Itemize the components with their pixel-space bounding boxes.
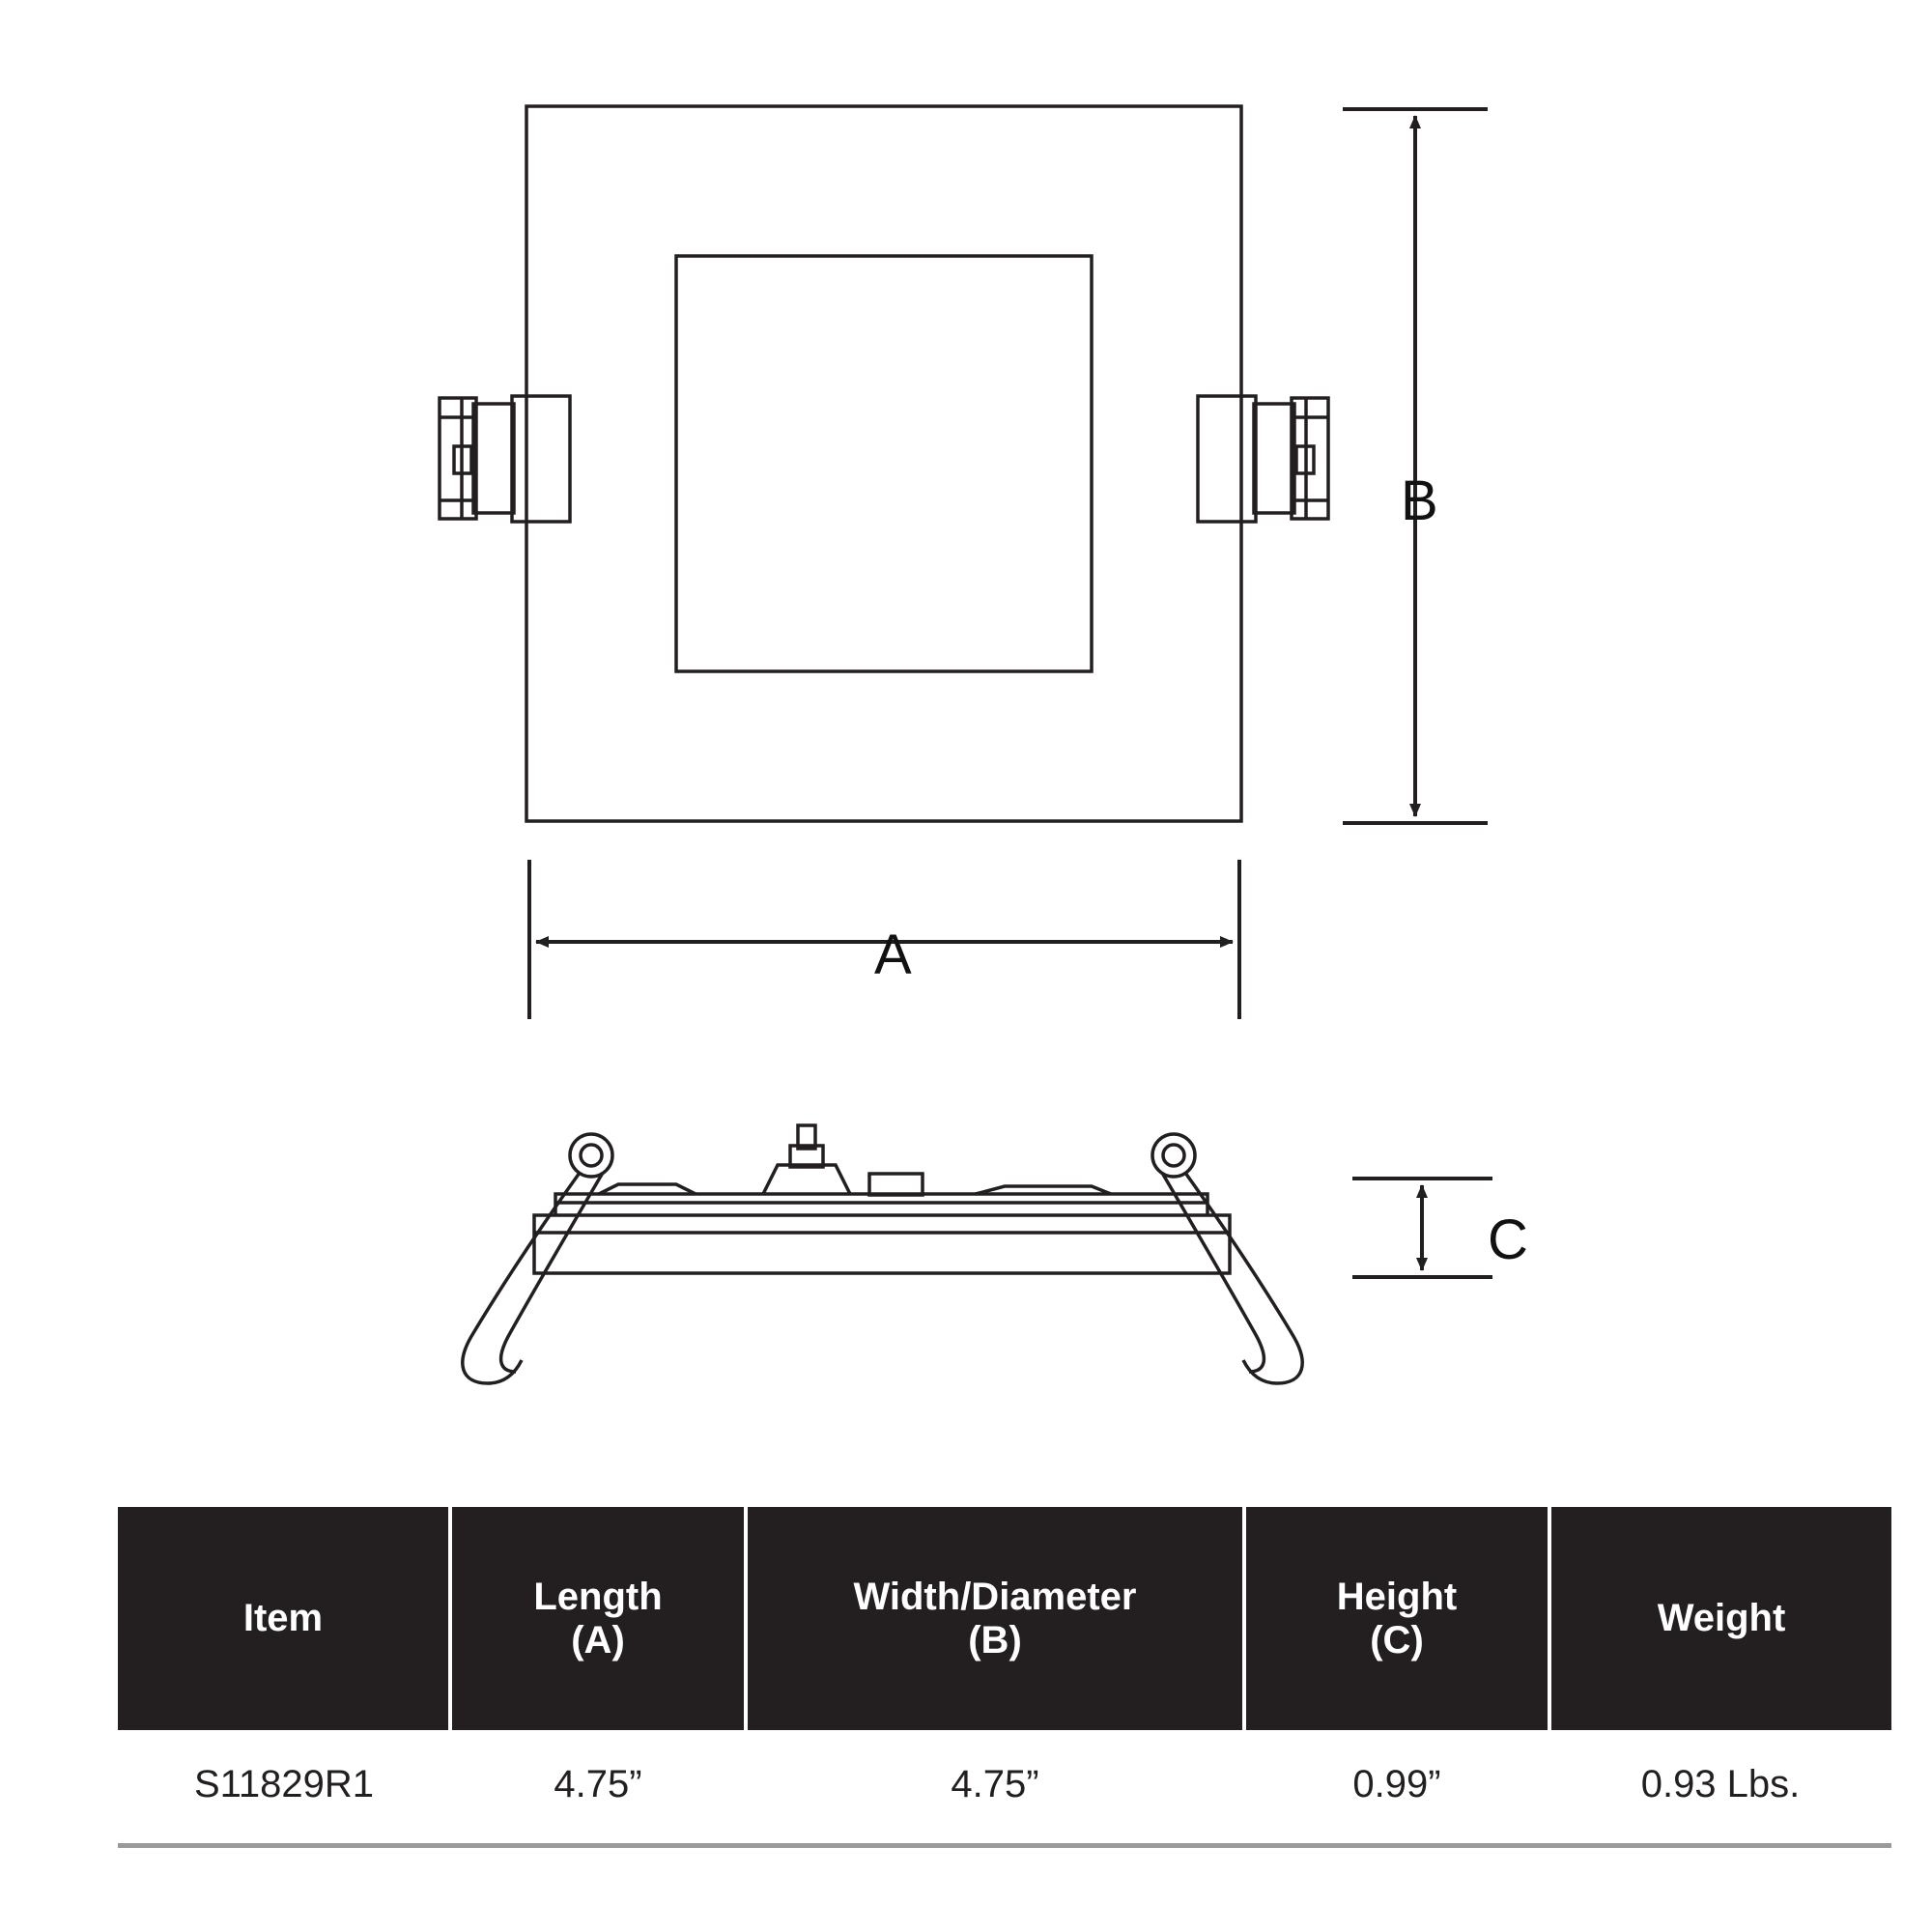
header-item xyxy=(118,1507,450,1730)
header-width-line2: (B) xyxy=(968,1618,1022,1662)
dimension-label-c: C xyxy=(1488,1208,1529,1271)
header-height-line1: Height xyxy=(1336,1575,1458,1618)
header-item-line1: Item xyxy=(242,1597,324,1640)
cell-item: S11829R1 xyxy=(118,1730,450,1846)
header-length-line2: (A) xyxy=(571,1618,625,1662)
right-mounting-clip xyxy=(1198,396,1328,522)
right-spring-clip xyxy=(1152,1134,1302,1383)
side-view-group xyxy=(463,1125,1302,1383)
cell-weight: 0.93 Lbs. xyxy=(1549,1730,1891,1846)
table-header-row xyxy=(118,1507,1891,1730)
top-view-group xyxy=(440,106,1328,821)
cell-width: 4.75” xyxy=(746,1730,1244,1846)
header-length-line1: Length xyxy=(533,1575,663,1618)
table-row xyxy=(118,1730,1891,1846)
left-mounting-clip xyxy=(440,396,570,522)
left-spring-clip xyxy=(463,1134,612,1383)
header-height-line2: (C) xyxy=(1370,1618,1424,1662)
header-height xyxy=(1244,1507,1549,1730)
header-weight xyxy=(1549,1507,1891,1730)
spec-table-body xyxy=(118,1730,1891,1846)
header-width-diameter xyxy=(746,1507,1244,1730)
header-width-line1: Width/Diameter xyxy=(853,1575,1137,1618)
dimension-label-a: A xyxy=(874,923,913,986)
cell-height: 0.99” xyxy=(1244,1730,1549,1846)
dimension-C xyxy=(1352,1179,1492,1277)
spec-table-wrapper xyxy=(118,1507,1818,1848)
header-weight-line1: Weight xyxy=(1657,1597,1786,1640)
dimension-label-b: B xyxy=(1401,469,1439,532)
dimension-B xyxy=(1343,109,1488,823)
trim-outer-square xyxy=(526,106,1241,821)
aperture-square xyxy=(676,256,1092,671)
spec-table xyxy=(118,1507,1891,1848)
header-length xyxy=(450,1507,746,1730)
spec-table-head xyxy=(118,1507,1891,1730)
cell-length: 4.75” xyxy=(450,1730,746,1846)
